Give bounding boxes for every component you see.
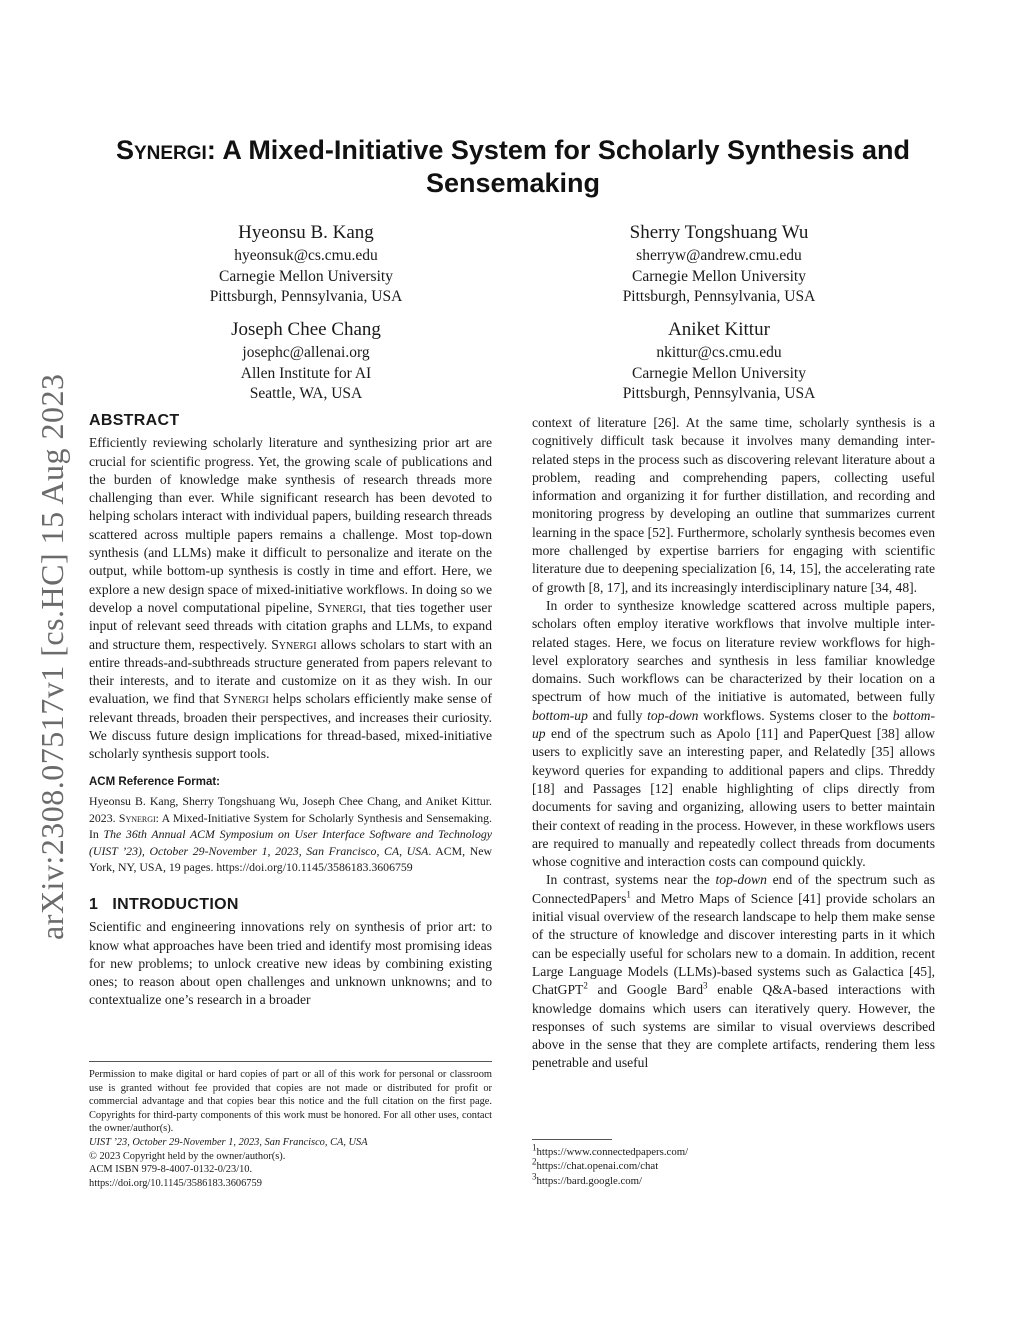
introduction-heading: 1 INTRODUCTION (89, 895, 239, 913)
right-column (532, 414, 935, 1073)
author-location: Pittsburgh, Pennsylvania, USA (209, 288, 403, 305)
permission-divider (89, 1061, 492, 1062)
author-email: nkittur@cs.cmu.edu (656, 344, 782, 361)
footnote-url[interactable]: https://chat.openai.com/chat (536, 1160, 659, 1173)
left-column (89, 412, 492, 1010)
title-line2: Sensemaking (425, 168, 601, 198)
author-block (156, 318, 456, 405)
author-affiliation: Carnegie Mellon University (632, 364, 806, 382)
copyright-line: © 2023 Copyright held by the owner/author(s). (89, 1150, 286, 1162)
title-system-name: Synergi (115, 135, 207, 165)
footnote-url[interactable]: https://bard.google.com/ (536, 1174, 643, 1187)
paper-title (92, 134, 934, 200)
author-block (156, 221, 456, 308)
title-line1-rest: : A Mixed-Initiative System for Scholarly Synthesis and (206, 135, 911, 165)
author-name: Sherry Tongshuang Wu (629, 222, 809, 243)
author-affiliation: Allen Institute for AI (240, 364, 372, 382)
conference-venue: UIST ’23, October 29-November 1, 2023, San Francisco, CA, USA (89, 1136, 368, 1148)
author-email: josephc@allenai.org (242, 344, 370, 361)
author-name: Joseph Chee Chang (231, 319, 381, 340)
author-block (569, 221, 869, 308)
introduction-paragraph: In order to synthesize knowledge scattered across multiple papers, scholars often employ iterative workflows that involve multiple inter-related stages. Here, we focus on literature review workflows for high-level exploratory searches and synthesis in less familiar knowledge domains. Such workflows can be characterized by their location on a spectrum of how much of the initiative is automated, between fully bottom-up and fully top-down workflows. Systems closer to the bottom-up end of the spectrum such as Apolo [11] and PaperQuest [38] allow users to explicitly save an interesting paper, and Relatedly [35] allows keyword queries for expanding to additional papers and clips. Threddy [18] and Passages [12] enable highlighting of clips directly from documents for saving and organizing, allowing users to better maintain their context of reading in the process. However, in these workflows users are required to manually and repeatedly collect threads from documents whose cognitive and interaction costs can compound quickly. (532, 597, 935, 870)
abstract-body: Efficiently reviewing scholarly literature and synthesizing prior art are crucial for scientific progress. Yet, the growing scale of publications and the burden of knowledge make synthesis of research threads more challenging than ever. While significant research has been devoted to helping scholars interact with individual papers, building research threads scattered across multiple papers remains a challenge. Most top-down synthesis (and LLMs) make it difficult to personalize and iterate on the output, while bottom-up synthesis is costly in time and effort. Here, we explore a new design space of mixed-initiative workflows. In doing so we develop a novel computational pipeline, Synergi, that ties together user input of relevant seed threads with citation graphs and LLMs, to expand and structure them, respectively. Synergi allows scholars to start with an entire threads-and-subthreads structure generated from papers relevant to their interests, and to iterate and customize on it as they wish. In our evaluation, we find that Synergi helps scholars efficiently make sense of relevant threads, broaden their perspectives, and increases their curiosity. We discuss future design implications for thread-based, mixed-initiative scholarly synthesis support tools. (89, 435, 493, 762)
permission-block (89, 1061, 492, 1190)
doi-link[interactable]: https://doi.org/10.1145/3586183.3606759 (89, 1177, 262, 1189)
author-location: Seattle, WA, USA (249, 385, 363, 402)
introduction-paragraph: Scientific and engineering innovations rely on synthesis of prior art: to know what approaches have been tried and identify most promising ideas for new problems; to unlock creative new ideas by combining existing ones; to reason about open challenges and unknown unknowns; and to contextualize one’s research in a broader (89, 919, 492, 1008)
author-name: Aniket Kittur (668, 319, 770, 340)
footnotes (532, 1139, 935, 1188)
introduction-paragraph: In contrast, systems near the top-down end of the spectrum such as ConnectedPapers$^1$ and Metro Maps of Science [41] provide scholars an initial visual overview of the research landscape to help them make sense of the structure of knowledge and discover interesting parts in it which can be especially useful for scholars new to a domain. In addition, recent Large Language Models (LLMs)-based systems such as Galactica [45], ChatGPT$^2$ and Google Bard$^3$ enable Q&A-based interactions with knowledge domains which users can iteratively query. However, the responses of such systems are similar to visual overviews described above in the sense that they are complete artifacts, rendering them less penetrable and useful (532, 872, 935, 1071)
footnote: $^2$https://chat.openai.com/chat (532, 1156, 659, 1173)
author-location: Pittsburgh, Pennsylvania, USA (622, 288, 816, 305)
isbn-line: ACM ISBN 979-8-4007-0132-0/23/10. (89, 1164, 253, 1176)
author-affiliation: Carnegie Mellon University (632, 267, 806, 285)
acm-reference-heading: ACM Reference Format: (89, 775, 220, 788)
acm-reference-body: Hyeonsu B. Kang, Sherry Tongshuang Wu, Joseph Chee Chang, and Aniket Kittur. 2023. Synergi: A Mixed-Initiative System for Scholarly Synthesis and Sensemaking. In The 36th Annual ACM Symposium on User Interface Software and Technology (UIST ’23), October 29-November 1, 2023, San Francisco, CA, USA. ACM, New York, NY, USA, 19 pages. https://doi.org/10.1145/3586183.3606759 (89, 793, 492, 875)
author-location: Pittsburgh, Pennsylvania, USA (622, 385, 816, 402)
footnote: $^3$https://bard.google.com/ (532, 1171, 643, 1187)
footnote-divider (532, 1139, 612, 1140)
footnote: $^1$https://www.connectedpapers.com/ (532, 1142, 689, 1158)
author-name: Hyeonsu B. Kang (238, 222, 374, 243)
author-email: hyeonsuk@cs.cmu.edu (234, 247, 378, 264)
introduction-paragraph-continued: context of literature [26]. At the same time, scholarly synthesis is a cognitively difficult task because it involves many demanding inter-related steps in the process such as discovering relevant literature about a problem, reading and comprehending papers, collecting useful information and organizing it for further distillation, and recording and monitoring progress by developing an outline that summarizes current learning in the space [52]. Furthermore, scholarly synthesis becomes even more challenged by expertise barriers for engaging with scientific literature due to deepening specialization [6, 14, 15], the accelerating rate of growth [8, 17], and its increasingly interdisciplinary nature [34, 48]. (532, 415, 935, 595)
abstract-heading: ABSTRACT (89, 412, 180, 429)
arxiv-identifier-stamp: arXiv:2308.07517v1 [cs.HC] 15 Aug 2023 (34, 373, 70, 940)
permission-notice: Permission to make digital or hard copies of part or all of this work for personal or classroom use is granted without fee provided that copies are not made or distributed for profit or commercial advantage and that copies bear this notice and the full citation on the first page. Copyrights for third-party components of this work must be honored. For all other uses, contact the owner/author(s). (89, 1069, 492, 1135)
author-email: sherryw@andrew.cmu.edu (636, 247, 802, 264)
footnote-url[interactable]: https://www.connectedpapers.com/ (536, 1146, 689, 1158)
author-affiliation: Carnegie Mellon University (219, 267, 393, 285)
author-block (569, 318, 869, 405)
